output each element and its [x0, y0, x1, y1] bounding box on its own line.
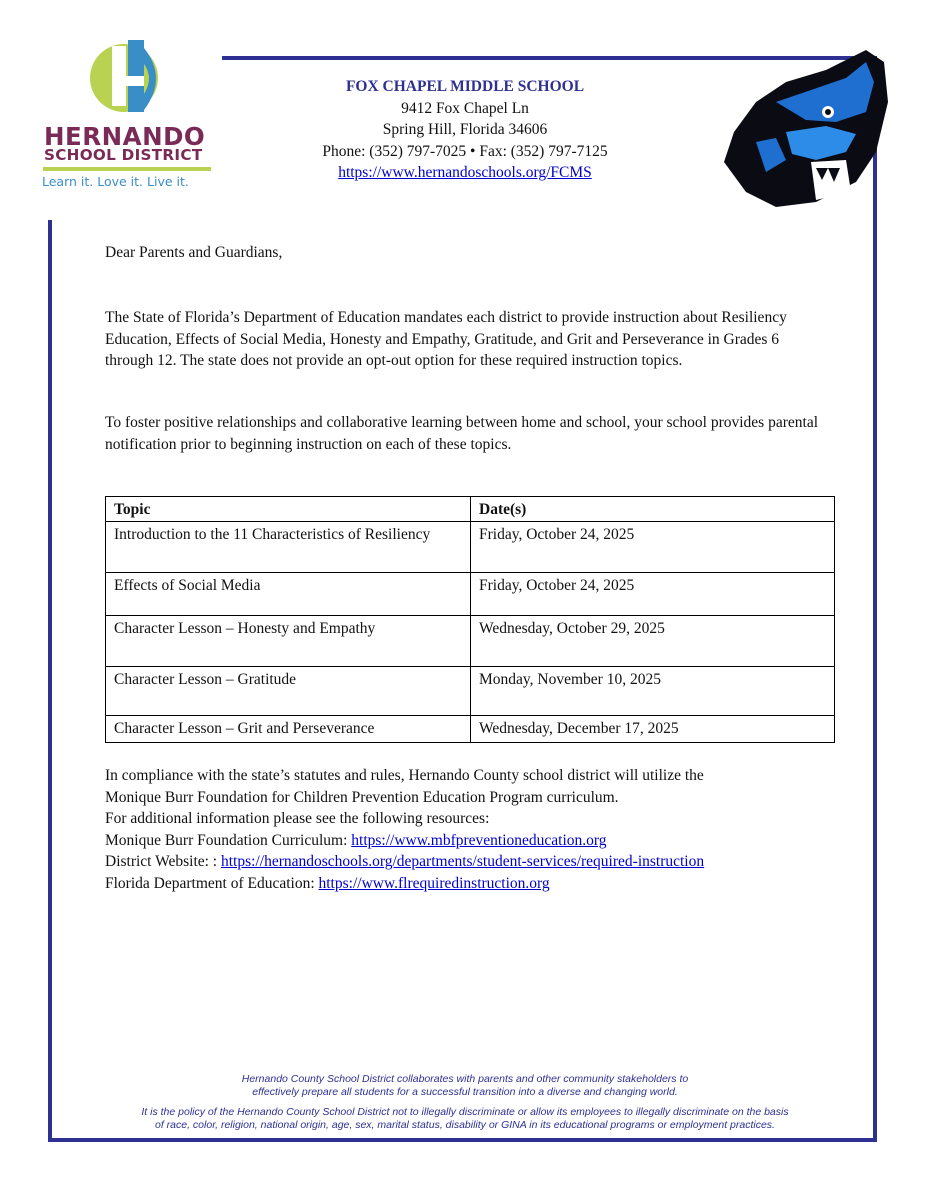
frame-bottom-border: [48, 1138, 877, 1142]
mission-line-1: Hernando County School District collaborates with parents and other community stakeholders to: [241, 1073, 689, 1085]
intro-paragraph: The State of Florida’s Department of Education mandates each district to provide instruction about Resiliency Education, Effects of Social Media, Honesty and Empathy, Gratitude, and Grit and Perseverance in Grades 6 through 12. The state does not provide an opt-out option for these required instruction topics.: [105, 309, 787, 369]
footer-mission: [100, 1073, 830, 1098]
table-row: [106, 716, 835, 743]
date-cell: Friday, October 24, 2025: [471, 573, 835, 616]
topic-cell: Character Lesson – Honesty and Empathy: [106, 616, 471, 667]
compliance-line-2: Monique Burr Foundation for Children Prevention Education Program curriculum.: [105, 788, 619, 806]
logo-tagline: Learn it. Love it. Live it.: [42, 174, 189, 189]
policy-line-1: It is the policy of the Hernando County School District not to illegally discriminate or allow its employees to illegally discriminate on the basis: [141, 1106, 789, 1118]
school-header: [260, 76, 670, 184]
topic-cell: Effects of Social Media: [106, 573, 471, 616]
phone-fax: Phone: (352) 797-7025 • Fax: (352) 797-7125: [322, 142, 608, 160]
district-label: District Website: :: [105, 853, 221, 870]
district-logo: [40, 38, 220, 198]
additional-info-line: For additional information please see the following resources:: [105, 810, 490, 827]
frame-right-border: [873, 56, 877, 1142]
table-row: [106, 616, 835, 667]
mbf-resource: [105, 830, 835, 852]
district-link[interactable]: https://hernandoschools.org/departments/student-services/required-instruction: [221, 853, 705, 870]
school-website-link[interactable]: https://www.hernandoschools.org/FCMS: [338, 164, 592, 181]
mbf-label: Monique Burr Foundation Curriculum:: [105, 831, 352, 849]
logo-hernando: HERNANDO: [44, 122, 206, 151]
table-row: [106, 667, 835, 716]
address-line-1: 9412 Fox Chapel Ln: [401, 99, 529, 117]
fldoe-label: Florida Department of Education:: [105, 874, 319, 892]
district-logo-mark-icon: [86, 38, 176, 122]
date-cell: Monday, November 10, 2025: [471, 667, 835, 716]
footer-policy: [100, 1106, 830, 1131]
tiger-mascot-icon: [716, 42, 894, 212]
resources-section: [105, 765, 835, 894]
table-row: [106, 573, 835, 616]
address-line-2: Spring Hill, Florida 34606: [382, 121, 548, 138]
date-cell: Wednesday, December 17, 2025: [471, 716, 835, 743]
fldoe-resource: [105, 873, 835, 895]
compliance-line-1: In compliance with the state’s statutes and rules, Hernando County school district will utilize the: [105, 767, 704, 784]
table-header-row: [106, 497, 835, 522]
topic-cell: Character Lesson – Grit and Perseverance: [106, 716, 471, 743]
logo-divider: [43, 167, 211, 171]
topic-column-header: Topic: [106, 497, 471, 522]
frame-left-border: [48, 220, 52, 1142]
date-cell: Wednesday, October 29, 2025: [471, 616, 835, 667]
topic-cell: Introduction to the 11 Characteristics of Resiliency: [106, 522, 471, 573]
mbf-link[interactable]: https://www.mbfpreventioneducation.org: [351, 831, 607, 849]
foster-paragraph: To foster positive relationships and collaborative learning between home and school, your school provides parental notification prior to beginning instruction on each of these topics.: [105, 414, 819, 453]
topic-cell: Character Lesson – Gratitude: [106, 667, 471, 716]
dates-column-header: Date(s): [471, 497, 835, 522]
fldoe-link[interactable]: https://www.flrequiredinstruction.org: [318, 874, 550, 892]
mission-line-2: effectively prepare all students for a successful transition into a diverse and changing world.: [252, 1085, 678, 1098]
logo-school-district: SCHOOL DISTRICT: [44, 146, 203, 164]
topics-table: [105, 496, 835, 743]
salutation: Dear Parents and Guardians,: [105, 244, 283, 261]
date-cell: Friday, October 24, 2025: [471, 522, 835, 573]
school-name: FOX CHAPEL MIDDLE SCHOOL: [345, 78, 585, 95]
policy-line-2: of race, color, religion, national origin, age, sex, marital status, disability or GINA in its educational programs or employment practices.: [155, 1118, 775, 1131]
district-resource: [105, 851, 835, 873]
table-row: [106, 522, 835, 573]
